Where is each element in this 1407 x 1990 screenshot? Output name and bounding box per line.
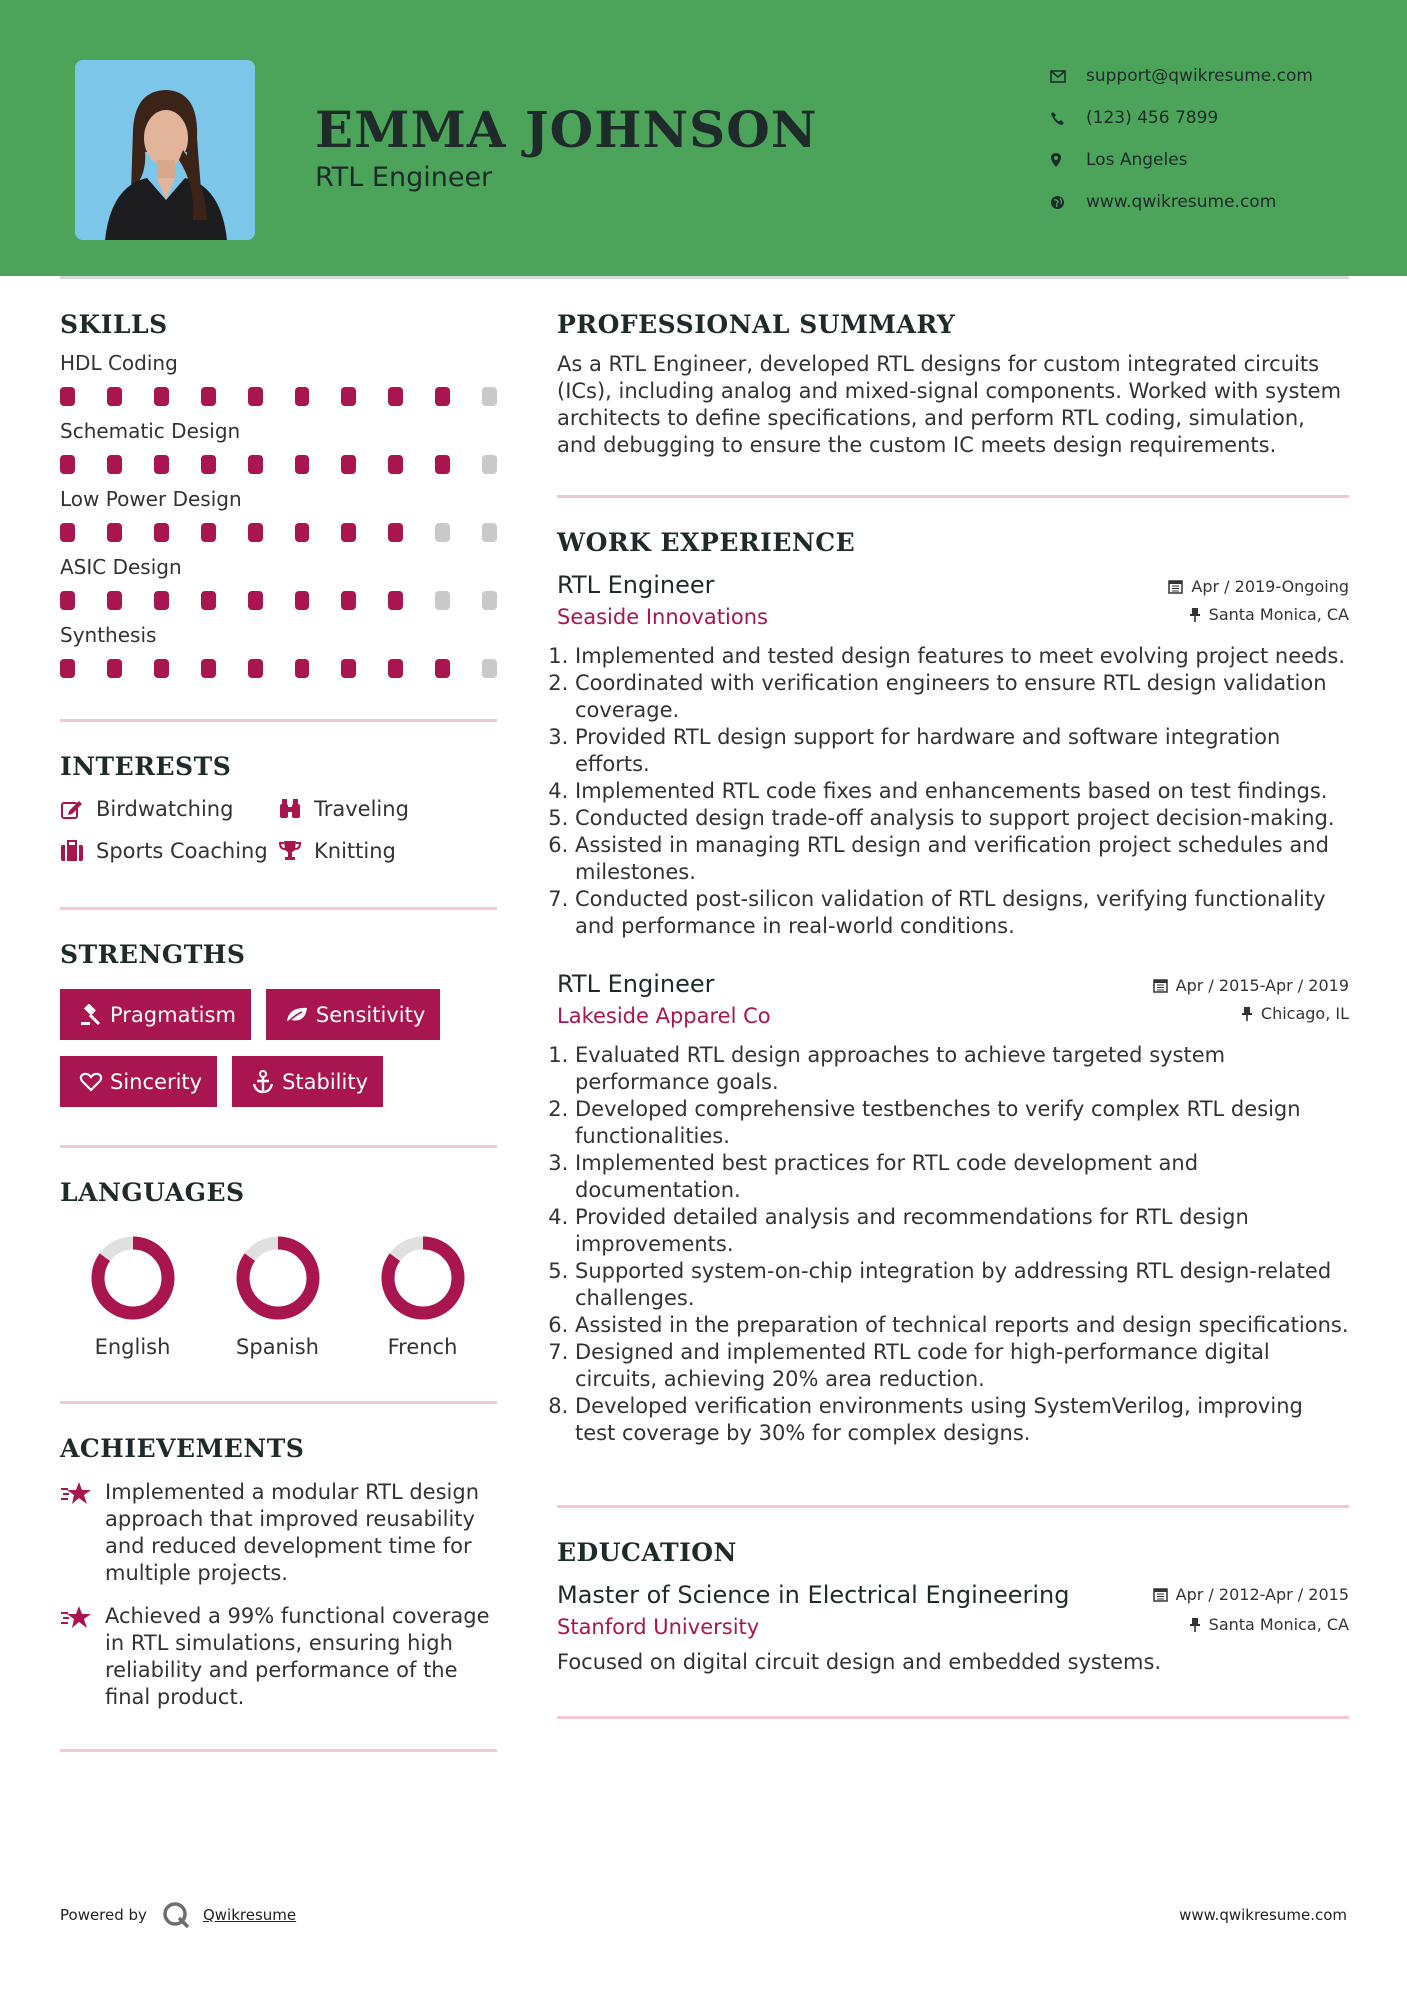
skill-dot-filled — [60, 523, 75, 542]
skill-dot-filled — [248, 659, 263, 678]
skill-dot-filled — [107, 387, 122, 406]
skills-list — [60, 351, 497, 679]
skill-dot-filled — [295, 523, 310, 542]
section-divider — [60, 1749, 497, 1752]
languages-section — [60, 1178, 497, 1359]
skill-name: Low Power Design — [60, 487, 242, 511]
job-location — [1189, 605, 1349, 624]
job-head — [557, 571, 1349, 599]
language-name: French — [387, 1335, 458, 1359]
skill-dot-filled — [341, 523, 356, 542]
experience-title: WORK EXPERIENCE — [557, 528, 856, 557]
skill-dot-filled — [341, 591, 356, 610]
interest-label: Knitting — [314, 839, 396, 863]
achievement-item — [60, 1479, 497, 1587]
strength-tag — [232, 1056, 383, 1107]
skill-dot-filled — [60, 659, 75, 678]
skill-dot-filled — [154, 523, 169, 542]
skill-rating — [60, 659, 497, 679]
language-item — [350, 1235, 495, 1359]
skill-dot-empty — [482, 387, 497, 406]
skill-rating — [60, 591, 497, 611]
star-icon — [60, 1603, 105, 1711]
interest-item — [278, 839, 488, 863]
skill-dot-filled — [60, 591, 75, 610]
achievement-item — [60, 1603, 497, 1711]
interests-section — [60, 752, 497, 863]
binoculars-icon — [278, 798, 314, 820]
skill-dot-filled — [435, 455, 450, 474]
skills-title: SKILLS — [60, 310, 168, 339]
globe-icon — [1050, 195, 1086, 210]
right-column — [557, 310, 1349, 1719]
skill-dot-filled — [295, 455, 310, 474]
skill-dot-filled — [388, 387, 403, 406]
phone-icon — [1050, 111, 1086, 126]
duty-item: 6. Assisted in managing RTL design and verification project schedules and milestones. — [575, 832, 1349, 886]
contact-phone-text: (123) 456 7899 — [1086, 108, 1219, 128]
section-divider — [60, 1401, 497, 1404]
duty-item: 4. Implemented RTL code fixes and enhancements based on test findings. — [575, 778, 1349, 805]
skill-dot-filled — [248, 387, 263, 406]
powered-by-text: Powered by — [60, 1906, 147, 1924]
job-head — [557, 970, 1349, 998]
section-divider — [557, 1505, 1349, 1508]
strengths-title: STRENGTHS — [60, 940, 246, 969]
profile-photo-illustration — [75, 60, 255, 240]
left-column — [60, 310, 497, 1752]
degree-title: Master of Science in Electrical Engineering — [557, 1581, 1070, 1609]
duty-item: 3. Implemented best practices for RTL code development and documentation. — [575, 1150, 1349, 1204]
skill-dot-filled — [388, 591, 403, 610]
summary-title: PROFESSIONAL SUMMARY — [557, 310, 956, 339]
duty-item: 1. Evaluated RTL design approaches to achieve targeted system performance goals. — [575, 1042, 1349, 1096]
skill-dot-filled — [154, 455, 169, 474]
qwikresume-link[interactable]: Qwikresume — [202, 1906, 297, 1924]
job-location-text: Chicago, IL — [1260, 1004, 1349, 1023]
duty-item: 3. Provided RTL design support for hardware and software integration efforts. — [575, 724, 1349, 778]
skill-dot-filled — [435, 659, 450, 678]
skill-dot-empty — [482, 455, 497, 474]
education-date-text: Apr / 2012-Apr / 2015 — [1175, 1585, 1349, 1604]
skill-name: Schematic Design — [60, 419, 241, 443]
edit-icon — [60, 798, 96, 820]
anchor-icon — [244, 1070, 282, 1094]
achievements-title: ACHIEVEMENTS — [60, 1434, 305, 1463]
company-name: Lakeside Apparel Co — [557, 1004, 771, 1028]
duty-item: 8. Developed verification environments using SystemVerilog, improving test coverage by 30% for complex designs. — [575, 1393, 1349, 1447]
duty-item: 7. Designed and implemented RTL code for high-performance digital circuits, achieving 20% area reduction. — [575, 1339, 1349, 1393]
pin-icon — [1189, 607, 1201, 622]
skill-dot-empty — [482, 591, 497, 610]
skill-dot-empty — [482, 523, 497, 542]
job-entry — [557, 970, 1349, 1447]
language-name: English — [94, 1335, 171, 1359]
profile-photo — [75, 60, 255, 240]
company-name: Seaside Innovations — [557, 605, 768, 629]
skill-dot-filled — [154, 659, 169, 678]
job-date-text: Apr / 2019-Ongoing — [1191, 577, 1349, 596]
interest-item — [60, 839, 278, 863]
jobs-list — [557, 571, 1349, 1447]
contact-email-text: support@qwikresume.com — [1086, 66, 1313, 86]
header-underline — [60, 276, 1349, 279]
gavel-icon — [72, 1004, 110, 1026]
achievement-text: Implemented a modular RTL design approach that improved reusability and reduced development time for multiple projects. — [105, 1480, 480, 1585]
interests-title: INTERESTS — [60, 752, 232, 781]
skill-dot-filled — [435, 387, 450, 406]
education-title: EDUCATION — [557, 1538, 737, 1567]
skill-dot-filled — [107, 591, 122, 610]
skill-dot-filled — [60, 387, 75, 406]
duty-item: 2. Coordinated with verification engineers to ensure RTL design validation coverage. — [575, 670, 1349, 724]
job-location-text: Santa Monica, CA — [1208, 605, 1349, 624]
interest-item — [60, 797, 278, 821]
contact-list — [1050, 55, 1313, 223]
duty-item: 6. Assisted in the preparation of technical reports and design specifications. — [575, 1312, 1349, 1339]
summary-section — [557, 310, 1349, 459]
job-date — [1168, 577, 1349, 596]
skill-dot-filled — [60, 455, 75, 474]
section-divider — [60, 719, 497, 722]
strength-tag — [266, 989, 440, 1040]
duty-item: 1. Implemented and tested design features to meet evolving project needs. — [575, 643, 1349, 670]
duty-item: 2. Developed comprehensive testbenches to verify complex RTL design functionalities. — [575, 1096, 1349, 1150]
duty-item: 4. Provided detailed analysis and recommendations for RTL design improvements. — [575, 1204, 1349, 1258]
interest-label: Sports Coaching — [96, 839, 268, 863]
skill-name: Synthesis — [60, 623, 157, 647]
skill-rating — [60, 523, 497, 543]
contact-email[interactable] — [1050, 55, 1313, 97]
calendar-icon — [1153, 1587, 1168, 1602]
language-ring — [235, 1235, 321, 1321]
duties-list — [557, 1042, 1349, 1447]
skill-name: HDL Coding — [60, 351, 178, 375]
section-divider — [60, 1145, 497, 1148]
job-entry — [557, 571, 1349, 940]
header-banner — [0, 0, 1407, 276]
skill-dot-filled — [248, 523, 263, 542]
briefcase-icon — [60, 840, 96, 862]
language-ring — [90, 1235, 176, 1321]
interest-label: Traveling — [314, 797, 409, 821]
experience-section — [557, 528, 1349, 1447]
skill-dot-filled — [107, 523, 122, 542]
skill-dot-filled — [154, 387, 169, 406]
interests-list — [60, 797, 497, 863]
job-location — [1241, 1004, 1349, 1023]
duties-list — [557, 643, 1349, 940]
section-divider — [557, 1716, 1349, 1719]
skill-dot-filled — [201, 455, 216, 474]
skill-dot-empty — [435, 591, 450, 610]
strength-label: Stability — [282, 1069, 369, 1094]
heart-icon — [72, 1072, 110, 1092]
duty-item: 7. Conducted post-silicon validation of RTL designs, verifying functionality and performance in real-world conditions. — [575, 886, 1349, 940]
strength-tag — [60, 989, 251, 1040]
skill-dot-filled — [388, 659, 403, 678]
languages-list — [60, 1235, 497, 1359]
contact-website[interactable] — [1050, 181, 1313, 223]
language-item — [205, 1235, 350, 1359]
skill-dot-filled — [201, 659, 216, 678]
education-date — [1153, 1585, 1349, 1604]
education-sub — [557, 1615, 1349, 1639]
section-divider — [557, 495, 1349, 498]
skill-rating — [60, 455, 497, 475]
skill-dot-filled — [248, 591, 263, 610]
job-sub — [557, 1004, 1349, 1028]
job-title: RTL Engineer — [557, 571, 715, 599]
map-pin-icon — [1050, 152, 1086, 168]
skill-name: ASIC Design — [60, 555, 182, 579]
languages-title: LANGUAGES — [60, 1178, 245, 1207]
summary-text: As a RTL Engineer, developed RTL designs for custom integrated circuits (ICs), including analog and mixed-signal components. Worked with system architects to define specifications, and perform RTL coding, simulation, and debugging to ensure the custom IC meets design requirements. — [557, 352, 1342, 457]
skill-dot-filled — [201, 387, 216, 406]
duty-item: 5. Supported system-on-chip integration by addressing RTL design-related challenges. — [575, 1258, 1349, 1312]
strength-tag — [60, 1056, 217, 1107]
skill-dot-empty — [435, 523, 450, 542]
skill-dot-filled — [107, 659, 122, 678]
footer-powered-by — [60, 1900, 296, 1930]
skill-dot-filled — [388, 455, 403, 474]
star-icon — [60, 1479, 105, 1587]
achievements-section — [60, 1434, 497, 1711]
education-location-text: Santa Monica, CA — [1208, 1615, 1349, 1634]
skills-section — [60, 310, 497, 679]
education-location — [1189, 1615, 1349, 1634]
skill-dot-filled — [388, 523, 403, 542]
pin-icon — [1241, 1006, 1253, 1021]
job-sub — [557, 605, 1349, 629]
leaf-icon — [278, 1005, 316, 1025]
contact-website-text: www.qwikresume.com — [1086, 192, 1277, 212]
skill-dot-filled — [107, 455, 122, 474]
skill-dot-filled — [154, 591, 169, 610]
skill-dot-filled — [201, 523, 216, 542]
interest-item — [278, 797, 488, 821]
trophy-icon — [278, 840, 314, 862]
strength-label: Sensitivity — [315, 1002, 426, 1027]
section-divider — [60, 907, 497, 910]
interest-label: Birdwatching — [96, 797, 234, 821]
education-section — [557, 1538, 1349, 1676]
skill-dot-filled — [295, 387, 310, 406]
school-name: Stanford University — [557, 1615, 760, 1639]
skill-dot-filled — [341, 659, 356, 678]
skill-dot-filled — [248, 455, 263, 474]
language-item — [60, 1235, 205, 1359]
skill-dot-filled — [341, 455, 356, 474]
education-description: Focused on digital circuit design and embedded systems. — [557, 1650, 1162, 1674]
calendar-icon — [1153, 978, 1168, 993]
duty-item: 5. Conducted design trade-off analysis to support project decision-making. — [575, 805, 1349, 832]
strength-label: Pragmatism — [110, 1002, 236, 1027]
pin-icon — [1189, 1617, 1201, 1632]
job-date-text: Apr / 2015-Apr / 2019 — [1175, 976, 1349, 995]
candidate-role: RTL Engineer — [315, 162, 493, 193]
skill-dot-filled — [295, 591, 310, 610]
envelope-icon — [1050, 70, 1086, 83]
language-name: Spanish — [236, 1335, 319, 1359]
contact-phone[interactable] — [1050, 97, 1313, 139]
language-ring — [380, 1235, 466, 1321]
strength-label: Sincerity — [110, 1069, 203, 1094]
qwikresume-logo-icon — [161, 1900, 191, 1930]
achievement-text: Achieved a 99% functional coverage in RTL simulations, ensuring high reliability and performance of the final product. — [105, 1604, 490, 1709]
contact-location-text: Los Angeles — [1086, 150, 1188, 170]
skill-dot-filled — [295, 659, 310, 678]
contact-location — [1050, 139, 1313, 181]
skill-rating — [60, 387, 497, 407]
skill-dot-empty — [482, 659, 497, 678]
education-head — [557, 1581, 1349, 1609]
job-title: RTL Engineer — [557, 970, 715, 998]
footer-url[interactable]: www.qwikresume.com — [1179, 1906, 1347, 1924]
strengths-list — [60, 989, 497, 1107]
calendar-icon — [1168, 579, 1183, 594]
candidate-name: EMMA JOHNSON — [315, 100, 818, 159]
job-date — [1153, 976, 1349, 995]
skill-dot-filled — [201, 591, 216, 610]
skill-dot-filled — [341, 387, 356, 406]
strengths-section — [60, 940, 497, 1107]
